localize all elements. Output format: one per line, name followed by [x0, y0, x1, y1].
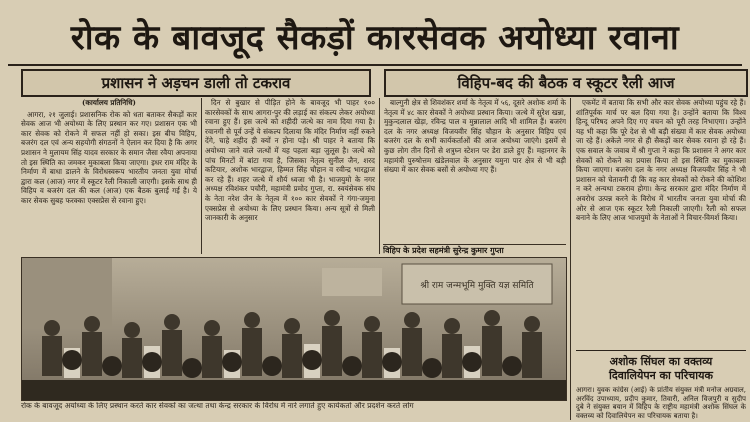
column-divider	[379, 98, 380, 254]
crowd-photo-image	[22, 258, 566, 400]
side-box-title	[576, 355, 746, 383]
column-1-text: आगरा, २१ जुलाई। प्रशासनिक रोक को धता बताकर सैकड़ों कार सेवक आज भी अयोध्या के लिए प्रस्थान कर गए। प्रशासन एक भी कार सेवक को रोकने में सफल नहीं हो सका। इस बीच विहिप, बजरंग दल एवं अन्य सहयोगी संगठनों ने ऐलान कर दिया है कि अगर प्रशासन ने मुलायम सिंह यादव सरकार के समान जैसा रवैया अपनाया तो इस स्थिति का जमकर मुकाबला किया जाएगा। इधर राम मंदिर के निर्माण में बाधा डालने के विरोधस्वरूप भारतीय जनता युवा मोर्चा द्वारा कल (आज) नगर में स्कूटर रैली निकाली जाएगी। इसके साथ ही विहिप व बजरंग दल की कल (आज) एक बैठक बुलाई गई है। ये कार सेवक सुबह फरक्का एक्सप्रेस से रवाना हुए।	[21, 109, 197, 205]
photo-caption: रोक के बावजूद अयोध्या के लिए प्रस्थान करते कार सेवकों का जत्था तथा केन्द्र सरकार के विरोध में नारे लगाते हुए कार्यकर्ता और प्रदर्शन करते लोग	[21, 402, 414, 410]
headline: रोक के बावजूद सैकड़ों कारसेवक अयोध्या रवाना	[70, 18, 680, 58]
byline: (कार्यालय प्रतिनिधि)	[82, 98, 136, 107]
box-rule	[576, 350, 746, 351]
column-3	[384, 98, 566, 242]
column-2-text: दिन से बुखार से पीड़ित होने के बावजूद भी पाहर १०० कारसेवकों के साथ आगरा-पुर की लड़ाई का संकल्प लेकर अयोध्या रवाना हुए हैं। इस जत्थे को शहीदी जत्थे का नाम दिया गया है। रवानगी से पूर्व उन्हें ये संकल्प दिलाया कि मंदिर निर्माण नहीं रुकने देंगे, चाहे शहीद ही क्यों न होना पड़े। श्री पाहर ने बताया कि अयोध्या जाने वाले जत्थों में यह पहला बड़ा जुलूस है। जत्थे को पांच मिनटों में बांटा गया है, जिसका नेतृत्व सुनील जैन, शरद कटियार, अशोक भारद्वाज, हिम्मत सिंह चौहान व रवीन्द्र भारद्वाज कर रहे हैं। शहर जत्थे में शौर्य ध्वजा भी है। भाजयुमो के नगर अध्यक्ष रविशंकर पचौरी, महामंत्री प्रमोद गुप्ता, रा. स्वयंसेवक संघ के नेता नरेश जैन के नेतृत्व में १०० कार सेवकों ने गंगा-जमुना एक्सप्रेस से अयोध्या के लिए प्रस्थान किया। अन्य सूत्रों से मिली जानकारी के अनुसार	[205, 98, 375, 223]
news-photo	[21, 257, 567, 401]
column-3-tail: विहिप के प्रदेश सहमंत्री सुरेन्द्र कुमार गुप्ता	[383, 244, 566, 257]
side-box-title-line1: अशोक सिंघल का वक्तव्य	[609, 355, 713, 368]
column-2	[205, 98, 375, 254]
subhead-left: प्रशासन ने अड़चन डाली तो टकराव	[21, 69, 371, 97]
side-box-title-line2: दिवालियेपन का परिचायक	[609, 369, 713, 382]
column-4-text: एकमेंट में बताया कि सभी और कार सेवक अयोध्या पहुंच रहे हैं। शांतिपूर्वक मार्च पर बल दिया गया है। उन्होंने बताया कि विश्व हिन्दू परिषद अपने दिए गए वचन को पूरी तरह निभाएगा। उन्होंने यह भी कहा कि पूरे देश से भी बड़ी संख्या में कार सेवक अयोध्या जा रहे हैं। अकेले नगर से ही सैकड़ों कार सेवक रवाना हो रहे हैं। एक सवाल के जवाब में श्री गुप्ता ने कहा कि प्रशासन ने अगर कार सेवकों को रोकने का प्रयास किया तो इस स्थिति का मुकाबला किया जाएगा। बजरंग दल के नगर अध्यक्ष विजयवीर सिंह ने भी प्रशासन को चेतावनी दी कि वह कार सेवकों को रोकने की कोशिश न करे अन्यथा टकराव होगा। केन्द्र सरकार द्वारा मंदिर निर्माण में अवरोध उत्पन्न करने के विरोध में भारतीय जनता युवा मोर्चा की ओर से आज एक स्कूटर रैली निकाली जाएगी। रैली को सफल बनाने के लिए आज भाजयुमो के नेताओं ने विचार-विमर्श किया।	[576, 98, 746, 223]
column-divider	[570, 98, 571, 420]
subhead-right: विहिप-बद की बैठक व स्कूटर रैली आज	[384, 69, 748, 97]
photo-banner-text: श्री राम जन्मभूमि मुक्ति यज्ञ समिति	[420, 281, 534, 291]
column-1	[21, 98, 197, 254]
side-box-text: आगरा। युवक कांग्रेस (आई) के प्रांतीय संयुक्त मंत्री मनोज अग्रवाल, अरविंद उपाध्याय, प्रदीप कुमार, तिवारी, अनिल विजपुरी व सुदीप दुबे ने संयुक्त बयान में विहिप के राष्ट्रीय महामंत्री अशोक सिंघल के वक्तव्य को दिवालियेपन का परिचायक बताया है।	[576, 386, 746, 420]
column-divider	[201, 98, 202, 254]
column-4	[576, 98, 746, 348]
column-3-text: बाल्गुनी क्षेत्र से शिवशंकर शर्मा के नेतृत्व में ५६, दूसरे अशोक शर्मा के नेतृत्व में ४८ कार सेवकों ने अयोध्या प्रस्थान किया। जत्थे में सुरेश खन्ना, मुकुन्दलाल खेड़ा, रविन्द्र पाल व मुन्नालाल आदि भी शामिल हैं। बजरंग दल के नगर अध्यक्ष विजयवीर सिंह चौहान के अनुसार विहिप एवं बजरंग दल के सभी कार्यकर्ताओं की आज अयोध्या जाएंगे। इसमें से कुछ लोग तीन दिनों से शत्रुघ्न स्टेशन पर डेरा डाले हुए हैं। महानगर के महामंत्री पुरुषोत्तम खंडेलवाल के अनुसार यमुना पार क्षेत्र से भी बड़ी संख्या में कार सेवक बसों से अयोध्या गए हैं।	[384, 98, 566, 175]
headline-rule	[8, 64, 742, 66]
